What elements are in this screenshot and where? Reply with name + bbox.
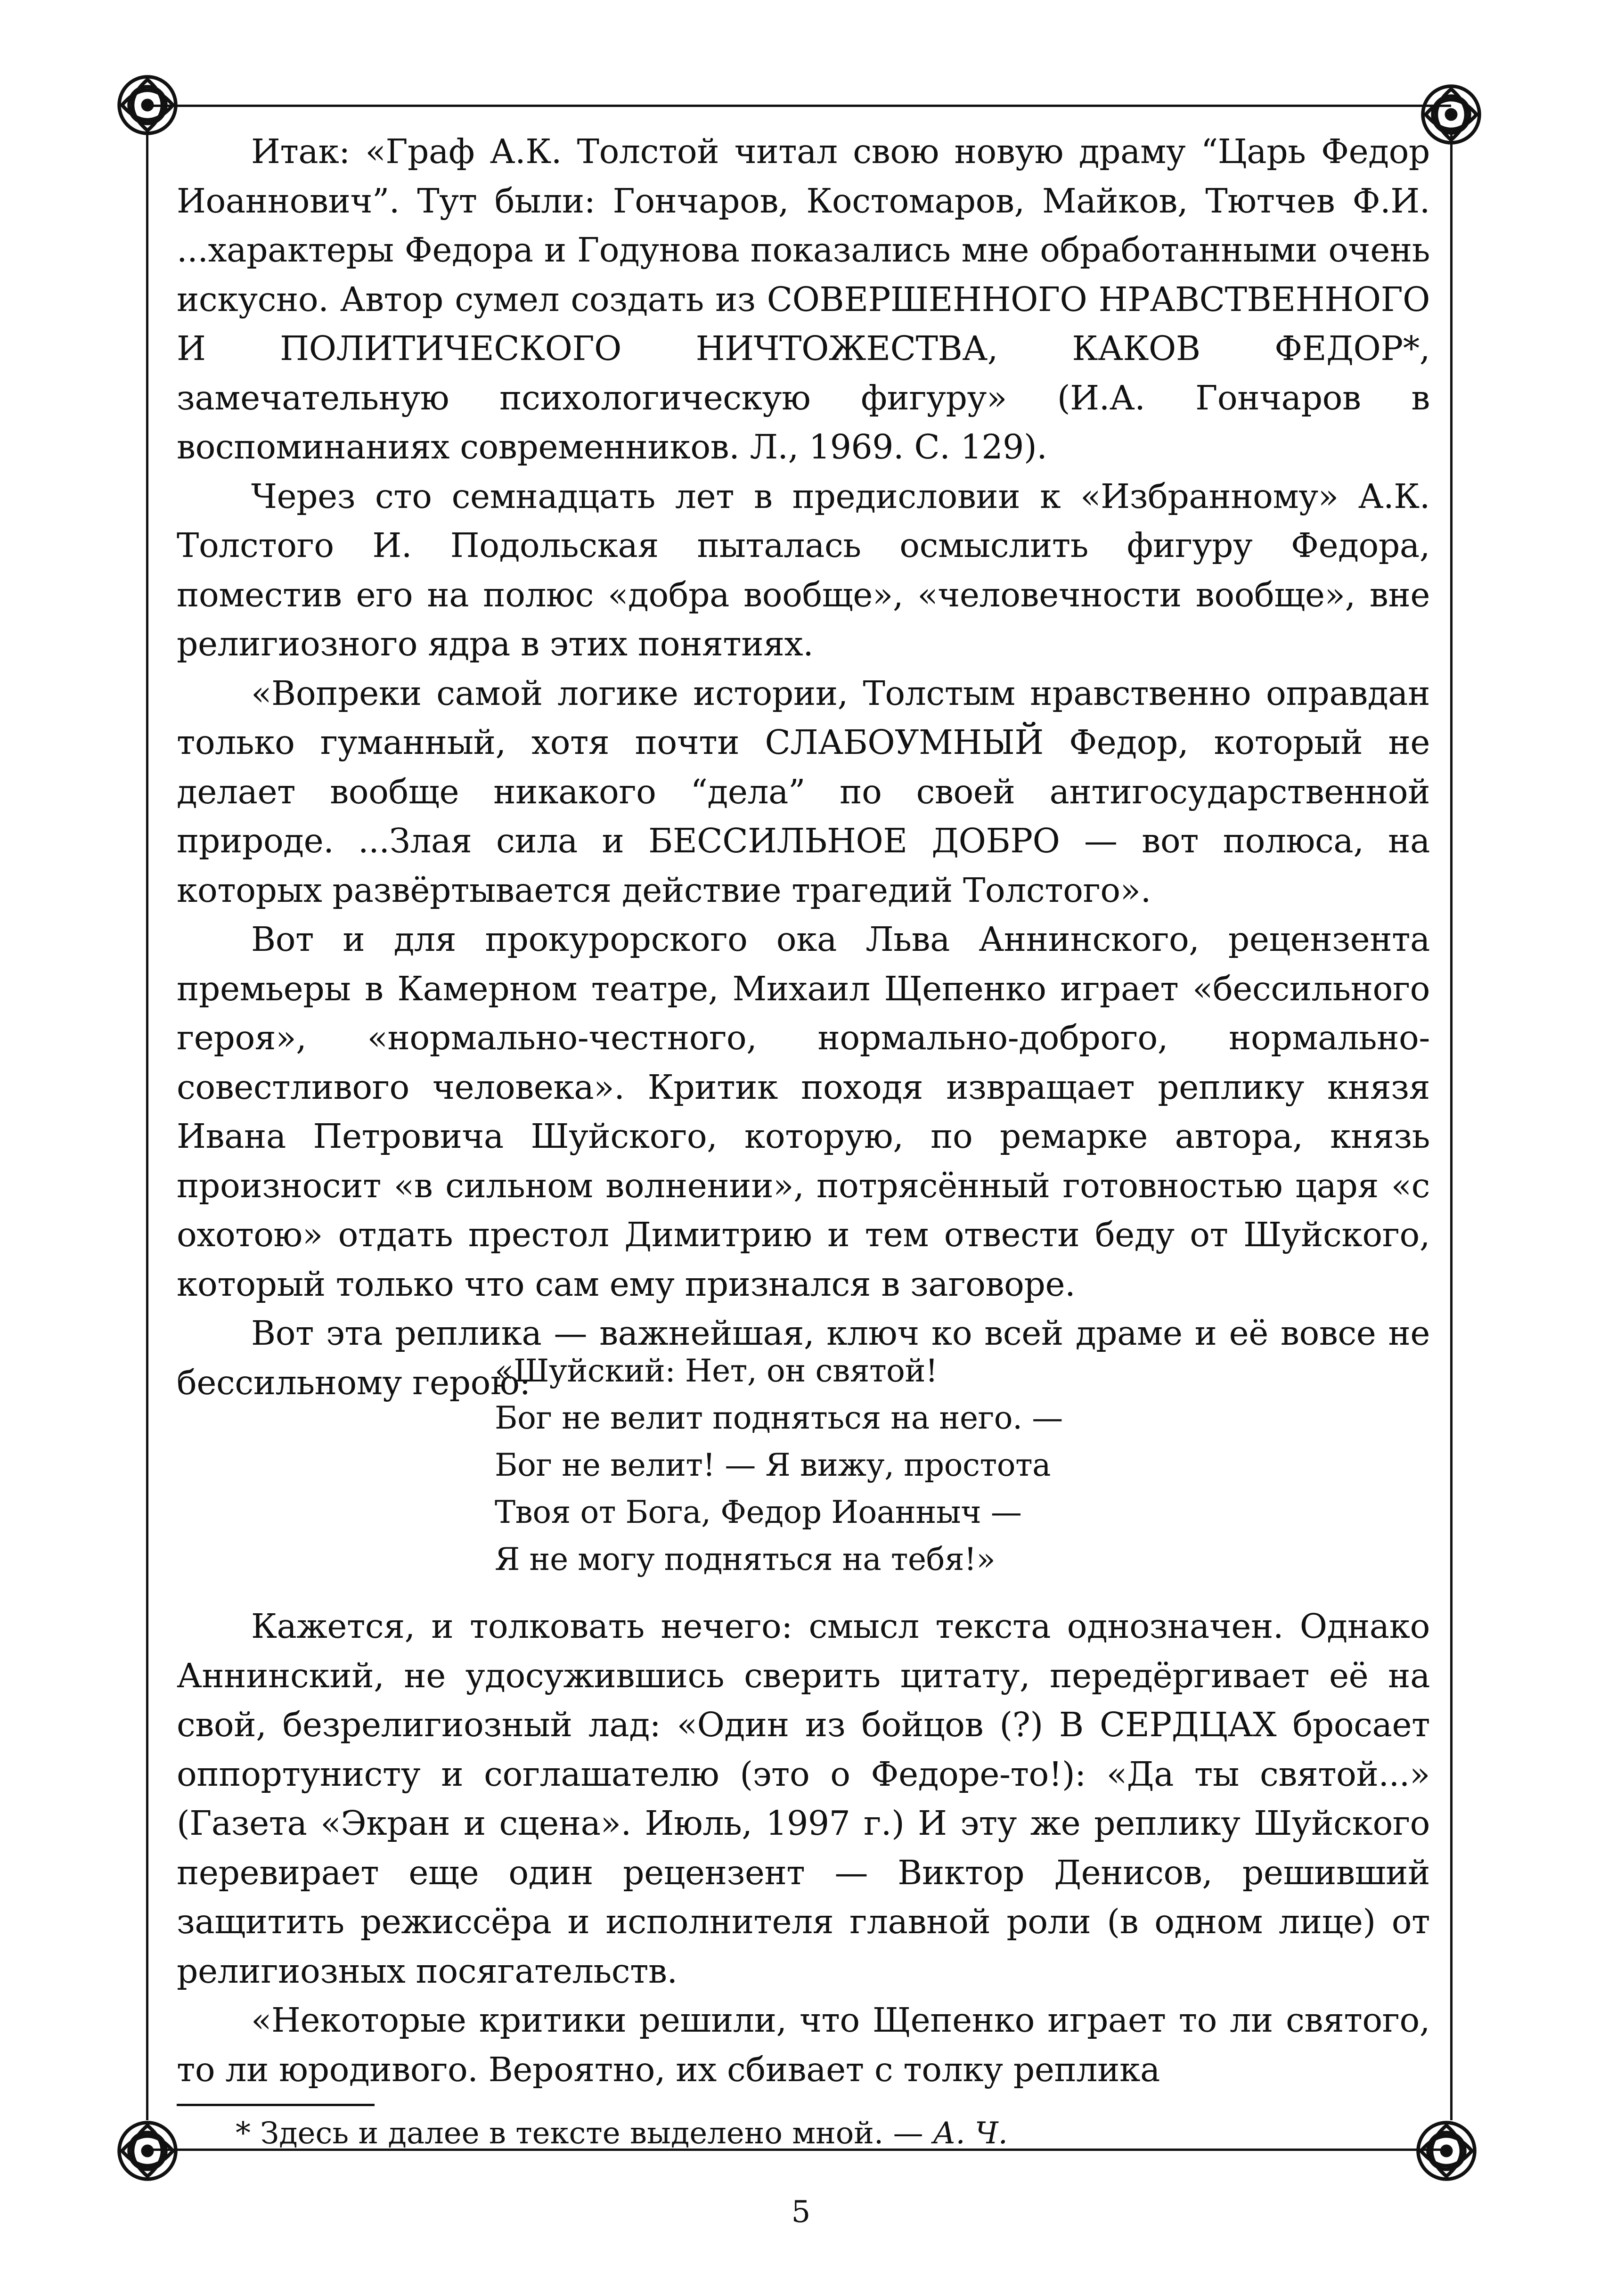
footnote-author: А. Ч.: [932, 2116, 1008, 2151]
verse-line: Твоя от Бога, Федор Иоанныч —: [495, 1494, 1022, 1530]
paragraph: Кажется, и толковать нечего: смысл текста однозначен. Однако Аннинский, не удосужившись сверить цитату, передёргивает её на свой, безрелигиозный лад: «Один из бойцов (?) В СЕРДЦАХ бросает оппортунисту и соглашателю (это о Федоре-то!): «Да ты святой...» (Газета «Экран и сцена». Июль, 1997 г.) И эту же реплику Шуйского перевирает еще один рецензент — Виктор Денисов, решивший защитить режиссёра и исполнителя главной роли (в одном лице) от религиозных посягательств.: [177, 1607, 1430, 1991]
frame-top-line: [141, 105, 1451, 107]
paragraph: Вот и для прокурорского ока Льва Аннинского, рецензента премьеры в Камерном театре, Михаил Щепенко играет «бессильного героя», «нормально-честного, нормально-доброго, нормально-совестливого человека». Критик походя извращает реплику князя Ивана Петровича Шуйского, которую, по ремарке автора, князь произносит «в сильном волнении», потрясённый готовностью царя «с охотою» отдать престол Димитрию и тем отвести беду от Шуйского, который только что сам ему признался в заговоре.: [177, 920, 1430, 1304]
celtic-knot-icon: [112, 2116, 183, 2186]
verse-line: «Шуйский: Нет, он святой!: [495, 1353, 938, 1389]
celtic-knot-icon: [112, 70, 183, 140]
frame-right-line: [1450, 132, 1453, 2120]
paragraph: Вот эта реплика — важнейшая, ключ ко всей драме и её вовсе не бессильному герою:: [177, 1314, 1430, 1402]
footnote: [236, 2111, 1366, 2156]
footnote-divider: [177, 2104, 375, 2106]
paragraph: «Вопреки самой логике истории, Толстым нравственно оправдан только гуманный, хотя почти СЛАБОУМНЫЙ Федор, который не делает вообще никакого “дела” по своей антигосударственной природе. ...Злая сила и БЕССИЛЬНОЕ ДОБРО — вот полюса, на которых развёртывается действие трагедий Толстого».: [177, 673, 1430, 910]
footnote-text: * Здесь и далее в тексте выделено мной. —: [236, 2116, 933, 2151]
paragraph: Через сто семнадцать лет в предисловии к «Избранному» А.К. Толстого И. Подольская пыталась осмыслить фигуру Федора, поместив его на полюс «добра вообще», «человечности вообще», вне религиозного ядра в этих понятиях.: [177, 476, 1430, 663]
paragraph: «Некоторые критики решили, что Щепенко играет то ли святого, то ли юродивого. Вероятно, их сбивает с толку реплика: [177, 2001, 1430, 2089]
verse-line: Бог не велит подняться на него. —: [495, 1400, 1063, 1436]
page-number: 5: [791, 2195, 811, 2230]
frame-left-line: [146, 132, 148, 2120]
paragraph: Итак: «Граф А.К. Толстой читал свою новую драму “Царь Федор Иоаннович”. Тут были: Гончаров, Костомаров, Майков, Тютчев Ф.И. ...характеры Федора и Годунова показались мне обработанными очень искусно. Автор сумел создать из СОВЕРШЕННОГО НРАВСТВЕННОГО И ПОЛИТИЧЕСКОГО НИЧТОЖЕСТВА, КАКОВ ФЕДОР*, замечательную психологическую фигуру» (И.А. Гончаров в воспоминаниях современников. Л., 1969. С. 129).: [177, 132, 1430, 466]
body-text: [177, 127, 1430, 1407]
verse-quote: [495, 1348, 1154, 1583]
body-text-continued: [177, 1602, 1430, 2094]
celtic-knot-icon: [1411, 2116, 1482, 2186]
verse-line: Я не могу подняться на тебя!»: [495, 1541, 996, 1577]
verse-line: Бог не велит! — Я вижу, простота: [495, 1447, 1051, 1483]
